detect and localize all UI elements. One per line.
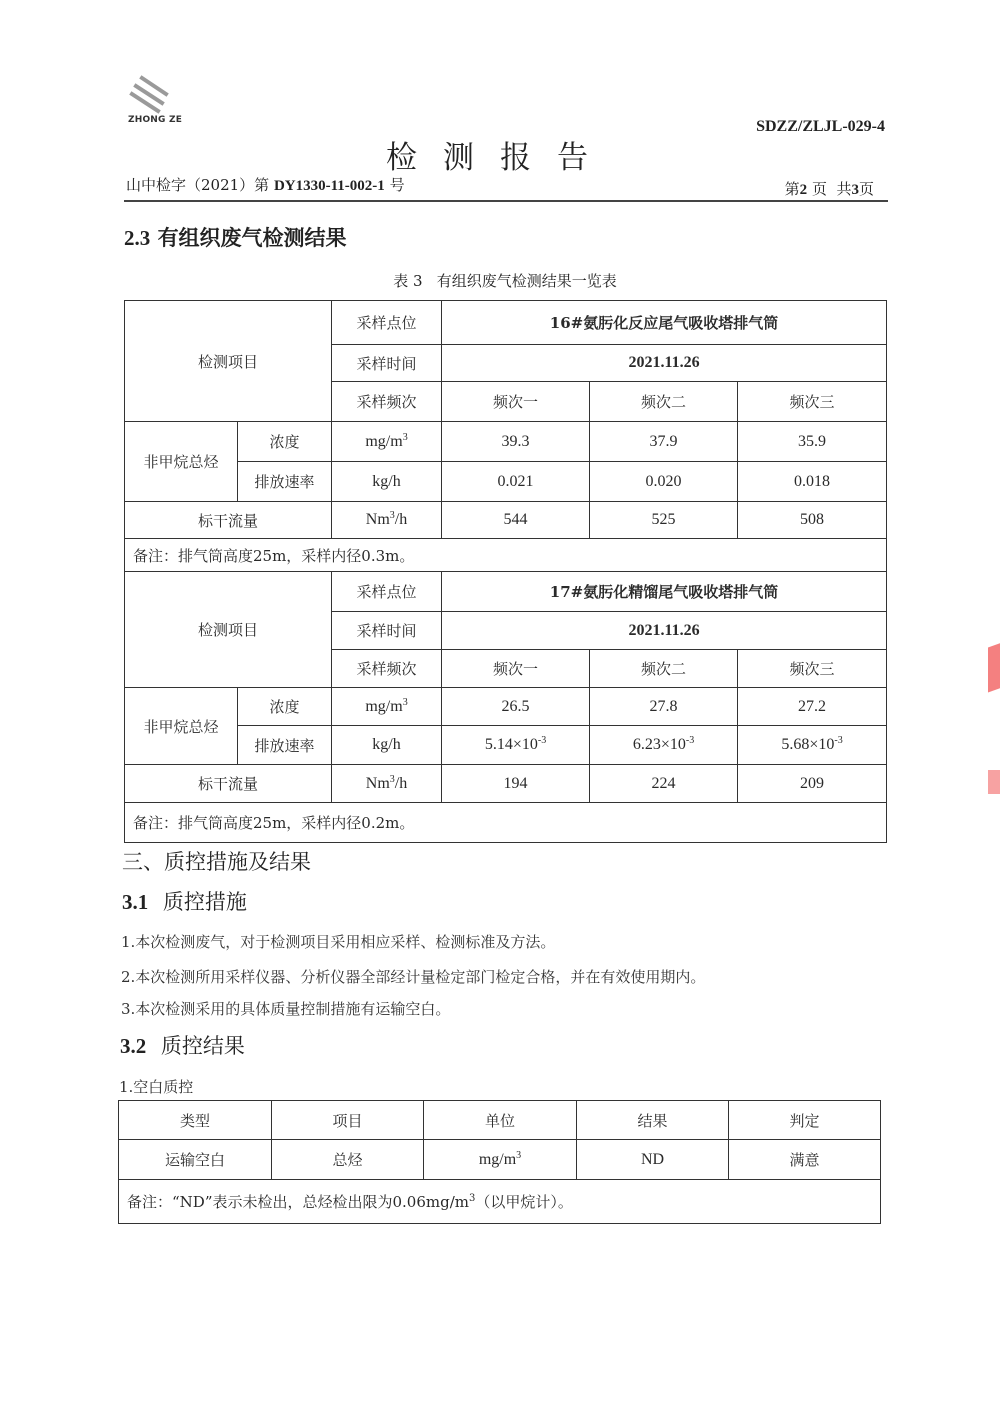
table-caption: 表 3 有组织废气检测结果一览表 [393, 272, 617, 290]
qc-result: ND [577, 1140, 729, 1180]
page-mid: 页 共 [811, 180, 852, 198]
qc-header-judgement: 判定 [729, 1101, 881, 1140]
qc-note: 备注：“ND”表示未检出，总烃检出限为$0.06mg/m^3$（以甲烷计）。 [119, 1180, 881, 1224]
pollutant-name: 非甲烷总烃 [125, 688, 238, 765]
conc-value: 27.8 [590, 688, 738, 726]
conc-value: 27.2 [738, 688, 887, 726]
unit-concentration: $mg/m^3$ [332, 688, 442, 726]
conc-value: 26.5 [442, 688, 590, 726]
section-title: 质控结果 [160, 1034, 245, 1058]
section-title: 有组织废气检测结果 [157, 225, 347, 250]
page-indicator [785, 178, 874, 199]
flow-value: 194 [442, 765, 590, 803]
flow-value: 508 [738, 502, 887, 539]
flow-value: 209 [738, 765, 887, 803]
unit-concentration: $mg/m^3$ [332, 422, 442, 462]
rate-value: $6.23\times 10^{-3}$ [590, 726, 738, 765]
conc-value: 37.9 [590, 422, 738, 462]
header-divider [124, 200, 888, 202]
conc-value: 39.3 [442, 422, 590, 462]
section-3-2-heading [120, 1030, 245, 1060]
sampling-point-1: 16#氨肟化反应尾气吸收塔排气筒 [442, 301, 887, 345]
label-concentration: 浓度 [238, 688, 332, 726]
blank-qc-label: 1.空白质控 [119, 1078, 194, 1096]
label-concentration: 浓度 [238, 422, 332, 462]
header-item: 检测项目 [125, 572, 332, 688]
label-sampling-freq: 采样频次 [332, 382, 442, 422]
page-current: 2 [799, 182, 808, 198]
sampling-date-1: 2021.11.26 [442, 345, 887, 382]
page-prefix: 第 [784, 180, 800, 198]
ref-prefix: 山中检字（2021）第 [126, 176, 270, 194]
section-3-heading: 三、质控措施及结果 [122, 850, 311, 874]
qc-header-result: 结果 [577, 1101, 729, 1140]
qc-type: 运输空白 [119, 1140, 272, 1180]
report-reference [126, 174, 405, 195]
document-code: SDZZ/ZLJL-029-4 [756, 118, 885, 135]
flow-value: 525 [590, 502, 738, 539]
logo-text: ZHONG ZE [128, 115, 183, 125]
unit-rate: kg/h [332, 462, 442, 502]
sampling-date-2: 2021.11.26 [442, 612, 887, 650]
freq-3: 频次三 [738, 650, 887, 688]
qc-measure-2: 2.本次检测所用采样仪器、分析仪器全部经计量检定部门检定合格，并在有效使用期内。 [121, 968, 706, 986]
unit-rate: kg/h [332, 726, 442, 765]
freq-1: 频次一 [442, 650, 590, 688]
label-sampling-freq: 采样频次 [332, 650, 442, 688]
seal-stamp-edge [988, 642, 1000, 692]
freq-2: 频次二 [590, 650, 738, 688]
qc-judgement: 满意 [729, 1140, 881, 1180]
unit-flow: Nm$^3$/h [332, 502, 442, 539]
label-sampling-point: 采样点位 [332, 301, 442, 345]
qc-measure-1: 1.本次检测废气，对于检测项目采用相应采样、检测标准及方法。 [121, 933, 556, 951]
section-3-1-heading [122, 886, 247, 916]
section-title: 质控措施 [162, 890, 247, 914]
freq-1: 频次一 [442, 382, 590, 422]
sampling-point-2: 17#氨肟化精馏尾气吸收塔排气筒 [442, 572, 887, 612]
section-number: 3.2 [120, 1034, 147, 1058]
ref-suffix: 号 [389, 176, 405, 194]
section-2-3-heading [124, 222, 347, 252]
rate-value: 0.018 [738, 462, 887, 502]
qc-header-type: 类型 [119, 1101, 272, 1140]
ref-number: DY1330-11-002-1 [273, 178, 385, 194]
label-sampling-time: 采样时间 [332, 612, 442, 650]
table-note-1: 备注：排气筒高度25m，采样内径0.3m。 [125, 539, 887, 572]
freq-3: 频次三 [738, 382, 887, 422]
label-emission-rate: 排放速率 [238, 726, 332, 765]
qc-header-unit: 单位 [424, 1101, 577, 1140]
freq-2: 频次二 [590, 382, 738, 422]
rate-value: $5.68\times 10^{-3}$ [738, 726, 887, 765]
section-number: 3.1 [122, 890, 149, 914]
conc-value: 35.9 [738, 422, 887, 462]
pollutant-name: 非甲烷总烃 [125, 422, 238, 502]
qc-unit: $mg/m^3$ [424, 1140, 577, 1180]
rate-value: 0.021 [442, 462, 590, 502]
page-total: 3 [851, 182, 859, 198]
header-item: 检测项目 [125, 301, 332, 422]
rate-value: $5.14\times 10^{-3}$ [442, 726, 590, 765]
qc-item: 总烃 [272, 1140, 424, 1180]
table-blank-qc [118, 1100, 881, 1224]
qc-header-item: 项目 [272, 1101, 424, 1140]
page-title: 检测报告 [386, 140, 614, 176]
label-sampling-time: 采样时间 [332, 345, 442, 382]
label-flow: 标干流量 [125, 502, 332, 539]
unit-flow: Nm$^3$/h [332, 765, 442, 803]
flow-value: 224 [590, 765, 738, 803]
label-emission-rate: 排放速率 [238, 462, 332, 502]
section-number: 2.3 [124, 226, 151, 250]
page-suffix: 页 [858, 180, 874, 198]
rate-value: 0.020 [590, 462, 738, 502]
flow-value: 544 [442, 502, 590, 539]
table-organized-emissions [124, 300, 887, 843]
label-sampling-point: 采样点位 [332, 572, 442, 612]
seal-stamp-edge [988, 770, 1000, 794]
qc-measure-3: 3.本次检测采用的具体质量控制措施有运输空白。 [121, 1000, 451, 1018]
label-flow: 标干流量 [125, 765, 332, 803]
table-note-2: 备注：排气筒高度25m，采样内径0.2m。 [125, 803, 887, 843]
